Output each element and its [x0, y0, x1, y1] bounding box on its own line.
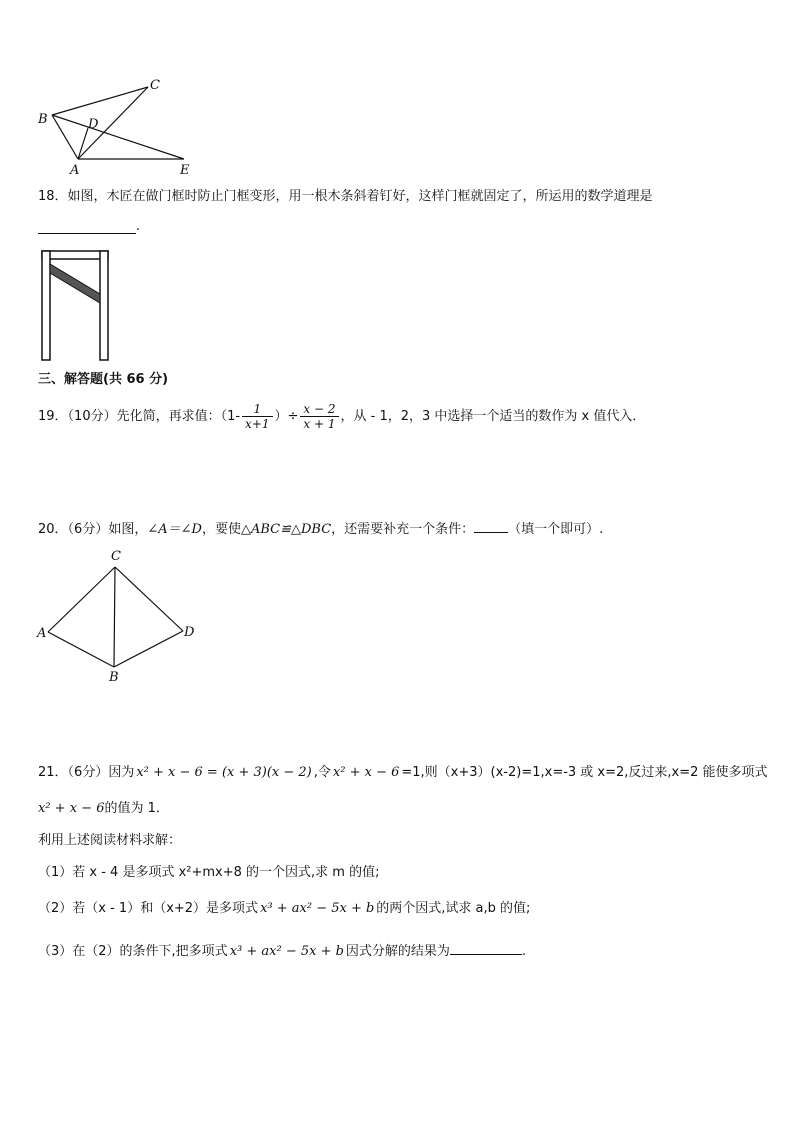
- q19-tail: ，从 - 1，2，3 中选择一个适当的数作为 x 值代入．: [340, 409, 646, 424]
- q20-lead: 20．（6分）如图，: [38, 522, 148, 537]
- q19-fraction-1: $\frac{1}{x+1}$: [242, 402, 272, 431]
- q21-p3-tail: 因式分解的结果为: [345, 944, 450, 959]
- q20-answer-blank[interactable]: [474, 520, 508, 533]
- label-a: A: [70, 163, 80, 178]
- q20-mid: ，要使: [201, 522, 241, 537]
- segment-db: [114, 631, 183, 667]
- door-frame-diagonal-brace: [50, 264, 100, 303]
- q21-mid-2: =1,则（x+3）(x-2)=1,x=-3 或 x=2,反过来,x=2 能使多项式: [401, 765, 768, 780]
- question-20: [38, 520, 603, 539]
- door-frame-top: [42, 251, 108, 259]
- question-21-intro: 利用上述阅读材料求解：: [38, 833, 182, 848]
- q21-expression: x² + x − 6: [38, 801, 105, 816]
- question-21-line-2: [38, 800, 169, 818]
- q21-lead: 21．（6分）因为: [38, 765, 135, 780]
- label-c: C: [150, 78, 160, 93]
- q21-equation-1: x² + x − 6 = (x + 3)(x − 2): [136, 765, 312, 780]
- label-d: D: [184, 625, 195, 640]
- question-18-period: .: [136, 219, 141, 234]
- q20-congruence: △ABC≌△DBC: [240, 522, 332, 537]
- label-e: E: [180, 163, 190, 178]
- q21-p2-tail: 的两个因式,试求 a,b 的值;: [376, 901, 531, 916]
- question-21-part-1: （1）若 x - 4 是多项式 x²+mx+8 的一个因式,求 m 的值;: [38, 865, 380, 880]
- question-19: [38, 402, 645, 431]
- q21-p3-answer-blank[interactable]: [450, 942, 522, 955]
- q20-tail-2: （填一个即可）.: [508, 522, 604, 537]
- q21-p3-lead: （3）在（2）的条件下,把多项式: [38, 944, 228, 959]
- figure-quadrilateral-acdb: [34, 545, 204, 685]
- label-d: D: [88, 117, 99, 132]
- q21-p2-lead: （2）若（x - 1）和（x+2）是多项式: [38, 901, 259, 916]
- figure-triangles-abcde: [30, 70, 210, 180]
- question-18-answer-blank[interactable]: [38, 225, 136, 234]
- label-b: B: [38, 112, 48, 127]
- door-frame-left: [42, 251, 50, 360]
- q19-lead: 19．（10分）先化简，再求值：（1-: [38, 409, 241, 424]
- q21-p2-polynomial: x³ + ax² − 5x + b: [260, 901, 375, 916]
- question-21-line-1: [38, 764, 768, 782]
- label-c: C: [111, 549, 121, 564]
- q21-equation-2: x² + x − 6: [332, 765, 400, 780]
- q21-p3-polynomial: x³ + ax² − 5x + b: [229, 944, 344, 959]
- question-21-part-2: [38, 900, 530, 918]
- q19-mid: ）÷: [274, 409, 299, 424]
- segment-ca: [48, 567, 115, 632]
- q20-condition: ∠A＝∠D: [147, 522, 202, 537]
- segment-bd: [52, 115, 184, 159]
- segment-cb: [114, 567, 115, 667]
- q19-fraction-2: $\frac{x - 2}{x + 1}$: [300, 402, 338, 431]
- q20-tail-1: ，还需要补充一个条件：: [331, 522, 475, 537]
- segment-ba: [52, 115, 78, 159]
- segment-ab: [48, 632, 114, 667]
- figure-door-frame: [40, 248, 112, 362]
- q21-mid-1: ,令: [313, 765, 331, 780]
- question-18-text: 18．如图，木匠在做门框时防止门框变形，用一根木条斜着钉好，这样门框就固定了，所运用的数学道理是: [38, 189, 653, 204]
- q21-line2-tail: 的值为 1．: [104, 801, 169, 816]
- label-b: B: [109, 670, 119, 685]
- label-a: A: [37, 626, 47, 641]
- q21-p3-period: .: [521, 944, 527, 959]
- door-frame-right: [100, 251, 108, 360]
- section-3-heading: 三、解答题(共 66 分): [38, 372, 169, 387]
- question-21-part-3: [38, 942, 526, 961]
- segment-cd: [115, 567, 183, 631]
